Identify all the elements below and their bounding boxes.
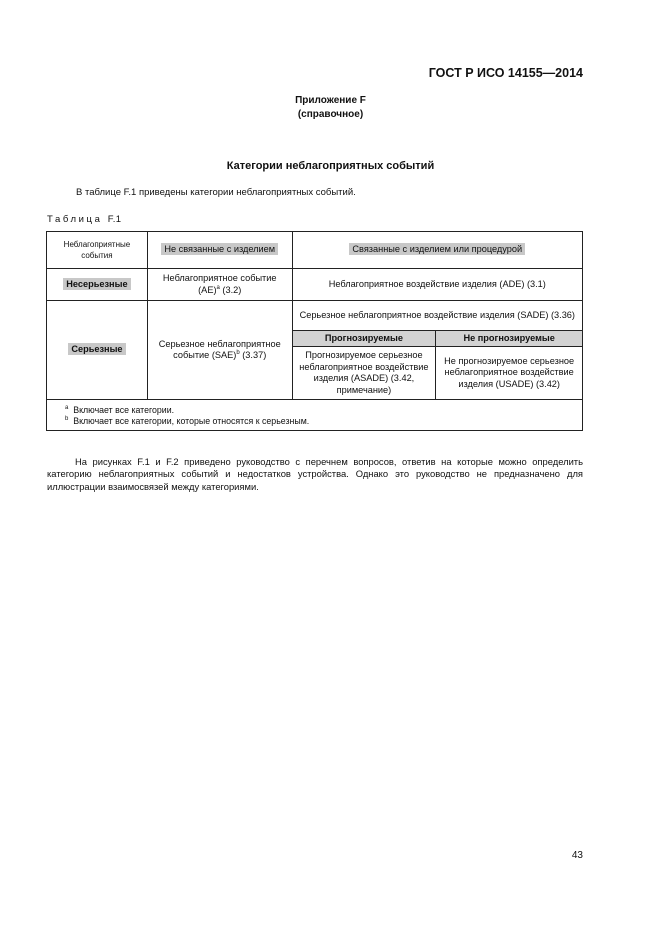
ae-ref: (3.2) <box>222 284 242 295</box>
cell-sade: Серьезное неблагоприятное воздействие изделия (SADE) (3.36) <box>292 301 582 331</box>
row-serious-label: Серьезные <box>68 343 125 355</box>
cell-ade: Неблагоприятное воздействие изделия (ADE) (3.1) <box>292 269 582 301</box>
footnote-b-mark: b <box>65 416 69 423</box>
row-nonserious-label: Несерьезные <box>63 278 130 290</box>
footnote-mark-b: b <box>236 349 240 356</box>
page-number: 43 <box>571 850 583 861</box>
table-corner-cell: Неблагоприятные события <box>47 232 148 269</box>
sae-ref: (3.37) <box>242 350 267 360</box>
footnote-a-text: Включает все категории. <box>73 405 175 415</box>
header-related <box>292 232 582 269</box>
section-title: Категории неблагоприятных событий <box>226 160 435 172</box>
table-notes <box>47 400 583 431</box>
annex-title: Приложение F <box>295 95 366 106</box>
header-unrelated-label: Не связанные с изделием <box>161 243 278 255</box>
header-related-label: Связанные с изделием или процедурой <box>349 243 525 255</box>
row-nonserious-header <box>47 269 148 301</box>
footnote-a-mark: a <box>65 405 69 412</box>
row-serious-header <box>47 301 148 400</box>
cell-usade: Не прогнозируемое серьезное неблагоприятное воздействие изделия (USADE) (3.42) <box>436 347 583 400</box>
table-caption <box>47 214 121 225</box>
cell-sae <box>147 301 292 400</box>
body-paragraph-text: На рисунках F.1 и F.2 приведено руководство с перечнем вопросов, ответив на которые можно определить категорию неблагоприятных событий и недостатков устройства. Однако это руководство не предназначено для иллюстрации взаимосвязей между категориями. <box>47 456 583 492</box>
footnote-mark-a: a <box>216 284 220 291</box>
sae-text: Серьезное неблагоприятное событие (SAE) <box>158 338 281 360</box>
footnote-b <box>65 416 574 427</box>
subheader-anticipated: Прогнозируемые <box>292 331 436 347</box>
footnote-b-text: Включает все категории, которые относятся к серьезным. <box>73 416 310 426</box>
annex-heading <box>0 94 661 122</box>
cell-ae <box>147 269 292 301</box>
annex-subtitle: (справочное) <box>297 109 364 120</box>
table-caption-word: Таблица <box>47 214 103 225</box>
document-code: ГОСТ Р ИСО 14155—2014 <box>428 66 583 80</box>
body-paragraph <box>47 456 583 493</box>
cell-asade: Прогнозируемое серьезное неблагоприятное воздействие изделия (ASADE) (3.42, примечание) <box>292 347 436 400</box>
ae-text: Неблагоприятное событие (AE) <box>162 273 277 295</box>
adverse-events-table <box>46 231 583 431</box>
subheader-unanticipated: Не прогнозируемые <box>436 331 583 347</box>
table-caption-number: F.1 <box>107 214 122 225</box>
intro-text: В таблице F.1 приведены категории неблагоприятных событий. <box>76 187 356 198</box>
footnote-a <box>65 405 574 416</box>
header-unrelated <box>147 232 292 269</box>
